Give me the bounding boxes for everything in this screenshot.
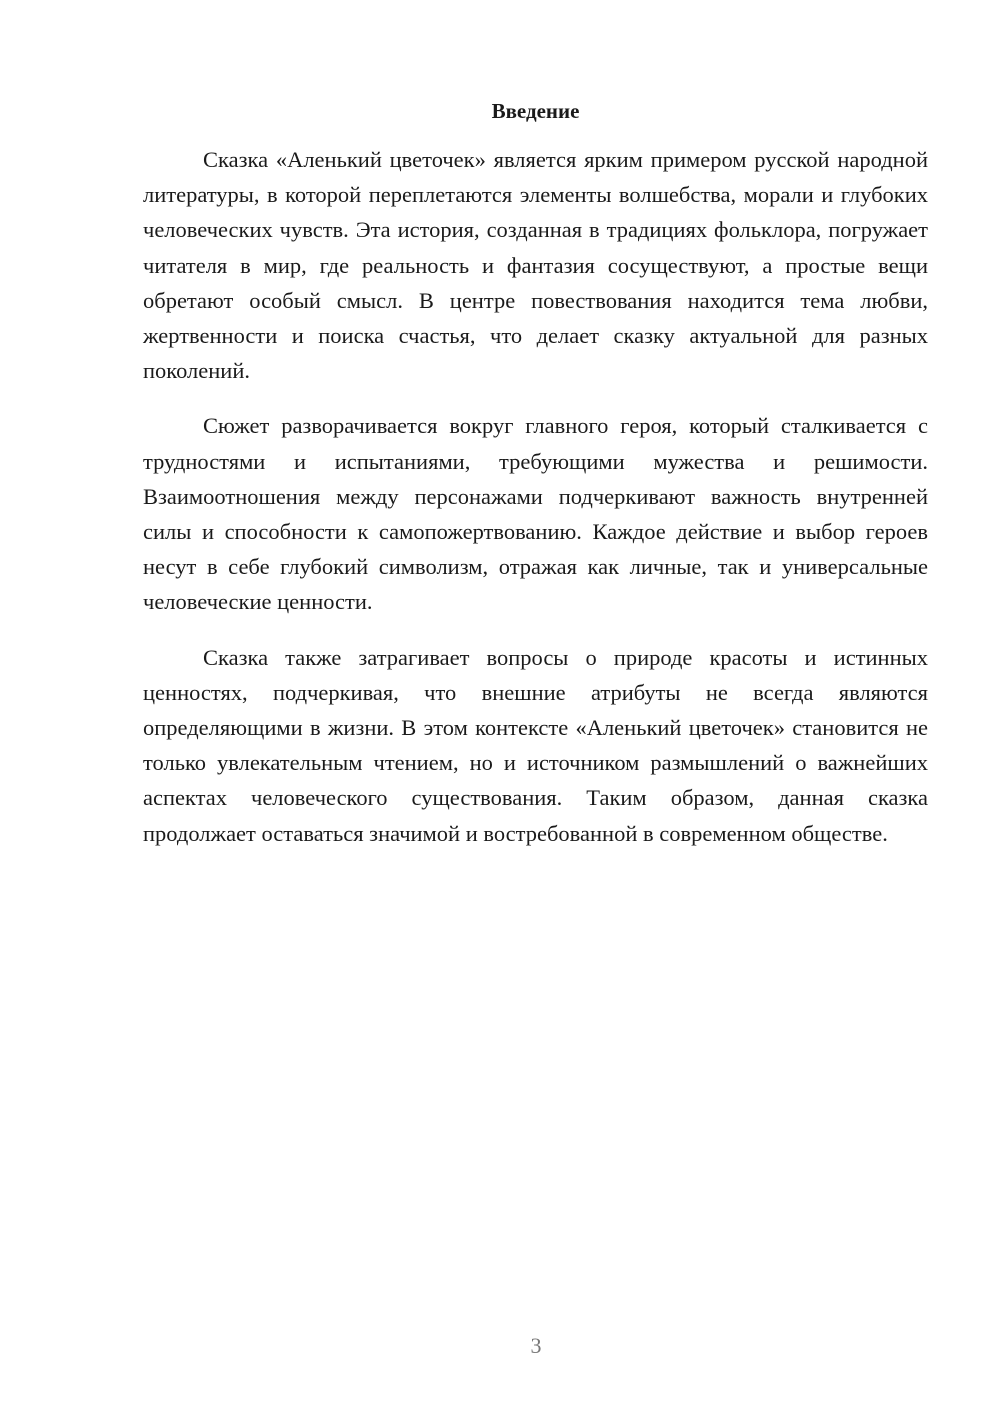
paragraph-3: Сказка также затрагивает вопросы о природе красоты и истинных ценностях, подчеркивая, что внешние атрибуты не всегда являются определяющими в жизни. В этом контексте «Аленький цветочек» становится не только увлекательным чтением, но и источником размышлений о важнейших аспектах человеческого существования. Таким образом, данная сказка продолжает оставаться значимой и востребованной в современном обществе.	[143, 644, 928, 846]
paragraph-1: Сказка «Аленький цветочек» является ярким примером русской народной литературы, в которой переплетаются элементы волшебства, морали и глубоких человеческих чувств. Эта история, созданная в традициях фольклора, погружает читателя в мир, где реальность и фантазия сосуществуют, а простые вещи обретают особый смысл. В центре повествования находится тема любви, жертвенности и поиска счастья, что делает сказку актуальной для разных поколений.	[143, 147, 928, 384]
page-number: 3	[530, 1333, 542, 1358]
paragraph-2: Сюжет разворачивается вокруг главного героя, который сталкивается с трудностями и испытаниями, требующими мужества и решимости. Взаимоотношения между персонажами подчеркивают важность внутренней силы и способности к самопожертвованию. Каждое действие и выбор героев несут в себе глубокий символизм, отражая как личные, так и универсальные человеческие ценности.	[143, 413, 928, 615]
document-body	[143, 142, 928, 871]
page-title: Введение	[491, 99, 580, 123]
